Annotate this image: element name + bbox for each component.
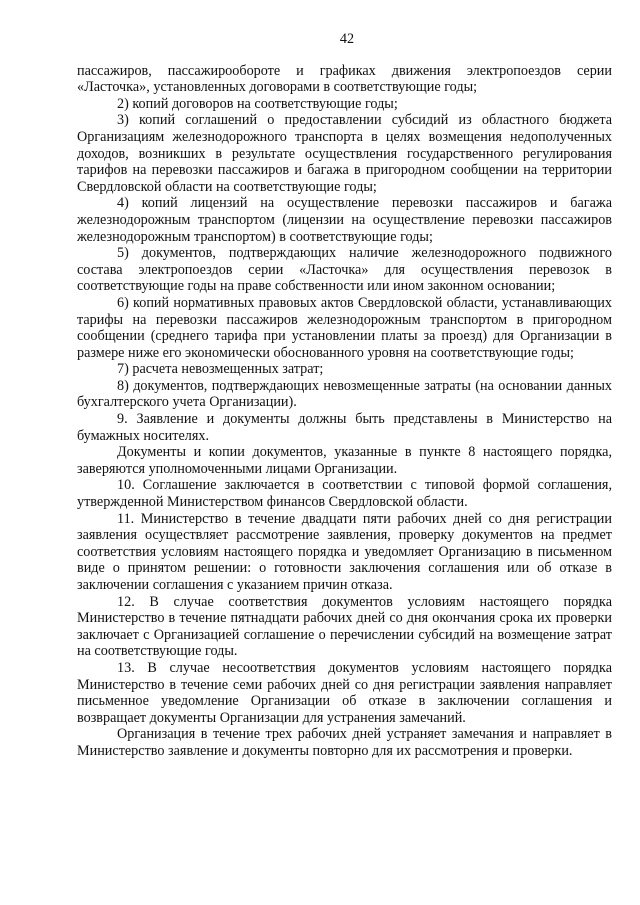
list-item-7: 7) расчета невозмещенных затрат; [117,361,324,378]
paragraph-continuation: пассажиров, пассажирообороте и графиках движения электропоездов серии «Ласточка», установленных договорами в соответствующие годы; [77,62,612,96]
list-item-6: 6) копий нормативных правовых актов Свердловской области, устанавливающих тарифы на перевозки пассажиров железнодорожным транспортом в пригородном сообщении (среднего тарифа при установлении платы за проезд) для Организации в размере ниже его экономически обоснованного уровня на соответствующие годы; [77,294,612,361]
clause-12: 12. В случае соответствия документов условиям настоящего порядка Министерство в течение пятнадцати рабочих дней со дня окончания срока их проверки заключает с Организацией соглашение о перечислении субсидий на возмещение затрат на соответствующие годы. [77,593,612,660]
clause-11: 11. Министерство в течение двадцати пяти рабочих дней со дня регистрации заявления осуществляет рассмотрение заявления, проверку документов на предмет соответствия условиям настоящего порядка и уведомляет Организацию в письменном виде о принятом решении: о готовности заключения соглашения или об отказе в заключении соглашения с указанием причин отказа. [77,510,612,593]
clause-9: 9. Заявление и документы должны быть представлены в Министерство на бумажных носителях. [77,411,612,444]
list-item-3: 3) копий соглашений о предоставлении субсидий из областного бюджета Организациям железнодорожного транспорта в целях возмещения недополученных доходов, возникших в результате осуществления государственного регулирования тарифов на перевозки пассажиров и багажа в пригородном сообщении на территории Свердловской области на соответствующие годы; [77,112,612,195]
list-item-2: 2) копий договоров на соответствующие годы; [117,95,398,112]
list-item-8: 8) документов, подтверждающих невозмещенные затраты (на основании данных бухгалтерского учета Организации). [77,377,612,411]
list-item-5: 5) документов, подтверждающих наличие железнодорожного подвижного состава электропоездов серии «Ласточка» для осуществления перевозок в соответствующие годы на праве собственности или ином законном основании; [77,245,612,295]
list-item-4: 4) копий лицензий на осуществление перевозки пассажиров и багажа железнодорожным транспортом (лицензии на осуществление перевозки пассажиров железнодорожным транспортом) в соответствующие годы; [77,195,612,245]
clause-10: 10. Соглашение заключается в соответствии с типовой формой соглашения, утвержденной Министерством финансов Свердловской области. [77,477,612,511]
clause-13-continuation: Организация в течение трех рабочих дней устраняет замечания и направляет в Министерство заявление и документы повторно для их рассмотрения и проверки. [77,726,612,759]
clause-13: 13. В случае несоответствия документов условиям настоящего порядка Министерство в течение семи рабочих дней со дня регистрации заявления направляет письменное уведомление Организации об отказе в заключении соглашения и возвращает документы Организации для устранения замечаний. [77,659,612,726]
clause-9-continuation: Документы и копии документов, указанные в пункте 8 настоящего порядка, заверяются уполномоченными лицами Организации. [77,444,612,477]
page-number: 42 [339,31,355,47]
